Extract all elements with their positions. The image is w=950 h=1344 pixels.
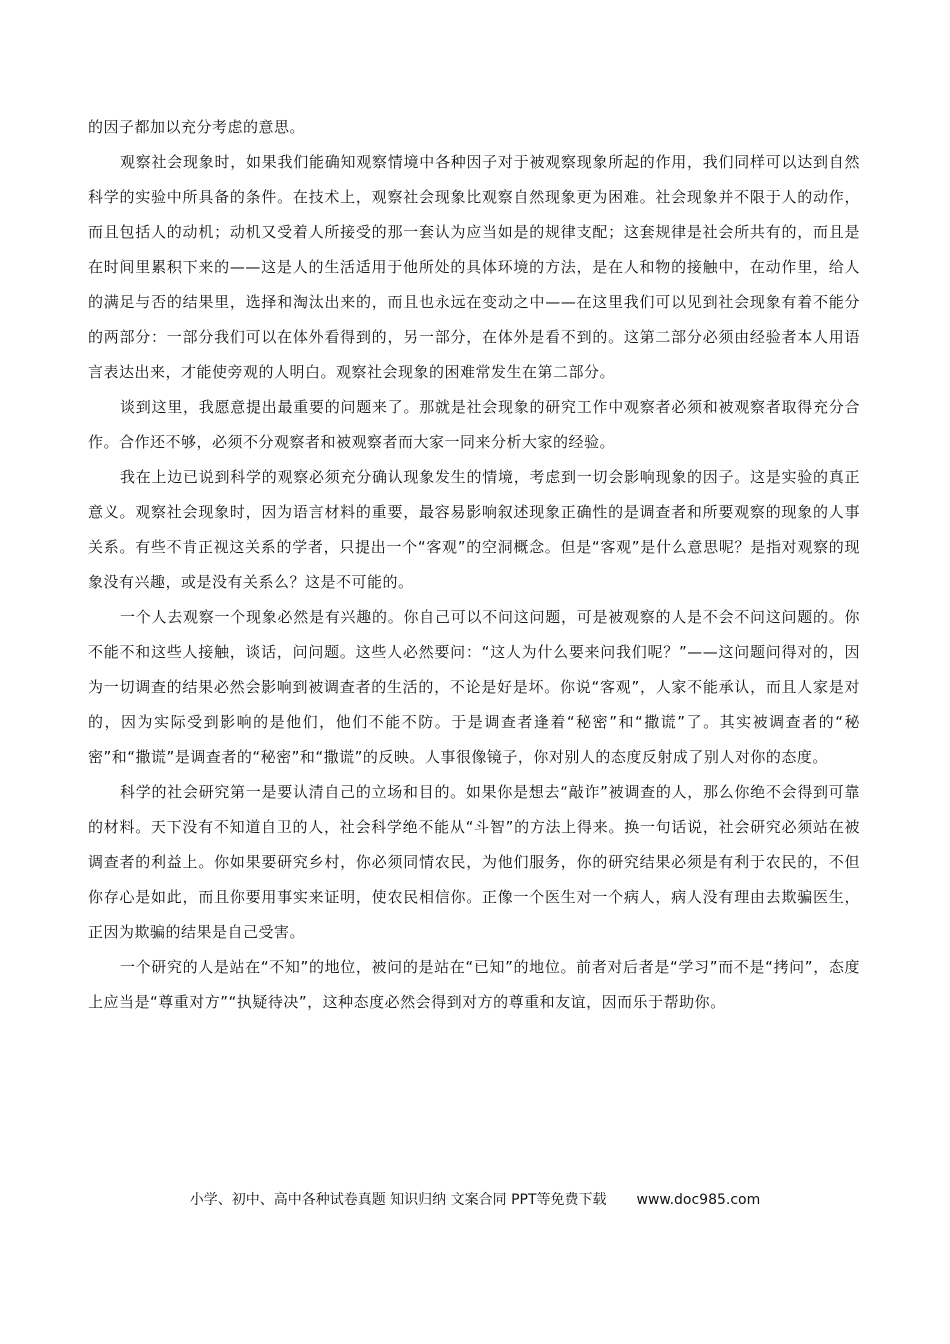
footer-text: 小学、初中、高中各种试卷真题 知识归纳 文案合同 PPT等免费下载: [189, 1192, 607, 1208]
paragraph-continuation: 的因子都加以充分考虑的意思。: [88, 118, 306, 136]
paragraph-standpoint: 科学的社会研究第一是要认清自己的立场和目的。如果你是想去“敲诈”被调查的人，那么你绝不会得到可靠的材料。天下没有不知道自卫的人，社会科学绝不能从“斗智”的方法上得来。换一句话说，社会研究必须站在被调查者的利益上。你如果要研究乡村，你必须同情农民，为他们服务，你的研究结果必须是有利于农民的，不但你存心是如此，而且你要用事实来证明，使农民相信你。正像一个医生对一个病人，病人没有理由去欺骗医生，正因为欺骗的结果是自己受害。: [88, 783, 861, 941]
page-footer: [0, 1189, 950, 1211]
paragraph-objectivity: 我在上边已说到科学的观察必须充分确认现象发生的情境，考虑到一切会影响现象的因子。这是实验的真正意义。观察社会现象时，因为语言材料的重要，最容易影响叙述现象正确性的是调查者和所要观察的现象的人事关系。有些不肯正视这关系的学者，只提出一个“客观”的空洞概念。但是“客观”是什么意思呢？是指对观察的现象没有兴趣，或是没有关系么？这是不可能的。: [88, 468, 860, 591]
paragraph-observation: 观察社会现象时，如果我们能确知观察情境中各种因子对于被观察现象所起的作用，我们同样可以达到自然科学的实验中所具备的条件。在技术上，观察社会现象比观察自然现象更为困难。社会现象并不限于人的动作，而且包括人的动机；动机又受着人所接受的那一套认为应当如是的规律支配；这套规律是社会所共有的，而且是在时间里累积下来的——这是人的生活适用于他所处的具体环境的方法，是在人和物的接触中，在动作里，给人的满足与否的结果里，选择和淘汰出来的，而且也永远在变动之中——在这里我们可以见到社会现象有着不能分的两部分：一部分我们可以在体外看得到的，另一部分，在体外是看不到的。这第二部分必须由经验者本人用语言表达出来，才能使旁观的人明白。观察社会现象的困难常发生在第二部分。: [88, 153, 860, 381]
footer-url[interactable]: www.doc985.com: [636, 1192, 761, 1208]
paragraph-learning: 一个研究的人是站在“不知”的地位，被问的是站在“已知”的地位。前者对后者是“学习”而不是“拷问”，态度上应当是“尊重对方”“执疑待决”，这种态度必然会得到对方的尊重和友谊，因而乐于帮助你。: [88, 958, 860, 1011]
paragraph-cooperation: 谈到这里，我愿意提出最重要的问题来了。那就是社会现象的研究工作中观察者必须和被观察者取得充分合作。合作还不够，必须不分观察者和被观察者而大家一同来分析大家的经验。: [88, 398, 860, 451]
paragraph-interest: 一个人去观察一个现象必然是有兴趣的。你自己可以不问这问题，可是被观察的人是不会不问这问题的。你不能不和这些人接触，谈话，问问题。这些人必然要问：“这人为什么要来问我们呢？”——这问题问得对的，因为一切调查的结果必然会影响到被调查者的生活的，不论是好是坏。你说“客观”，人家不能承认，而且人家是对的，因为实际受到影响的是他们，他们不能不防。于是调查者逢着“秘密”和“撒谎”了。其实被调查者的“秘密”和“撒谎”是调查者的“秘密”和“撒谎”的反映。人事很像镜子，你对别人的态度反射成了别人对你的态度。: [88, 608, 860, 766]
document-body: [88, 110, 860, 1020]
